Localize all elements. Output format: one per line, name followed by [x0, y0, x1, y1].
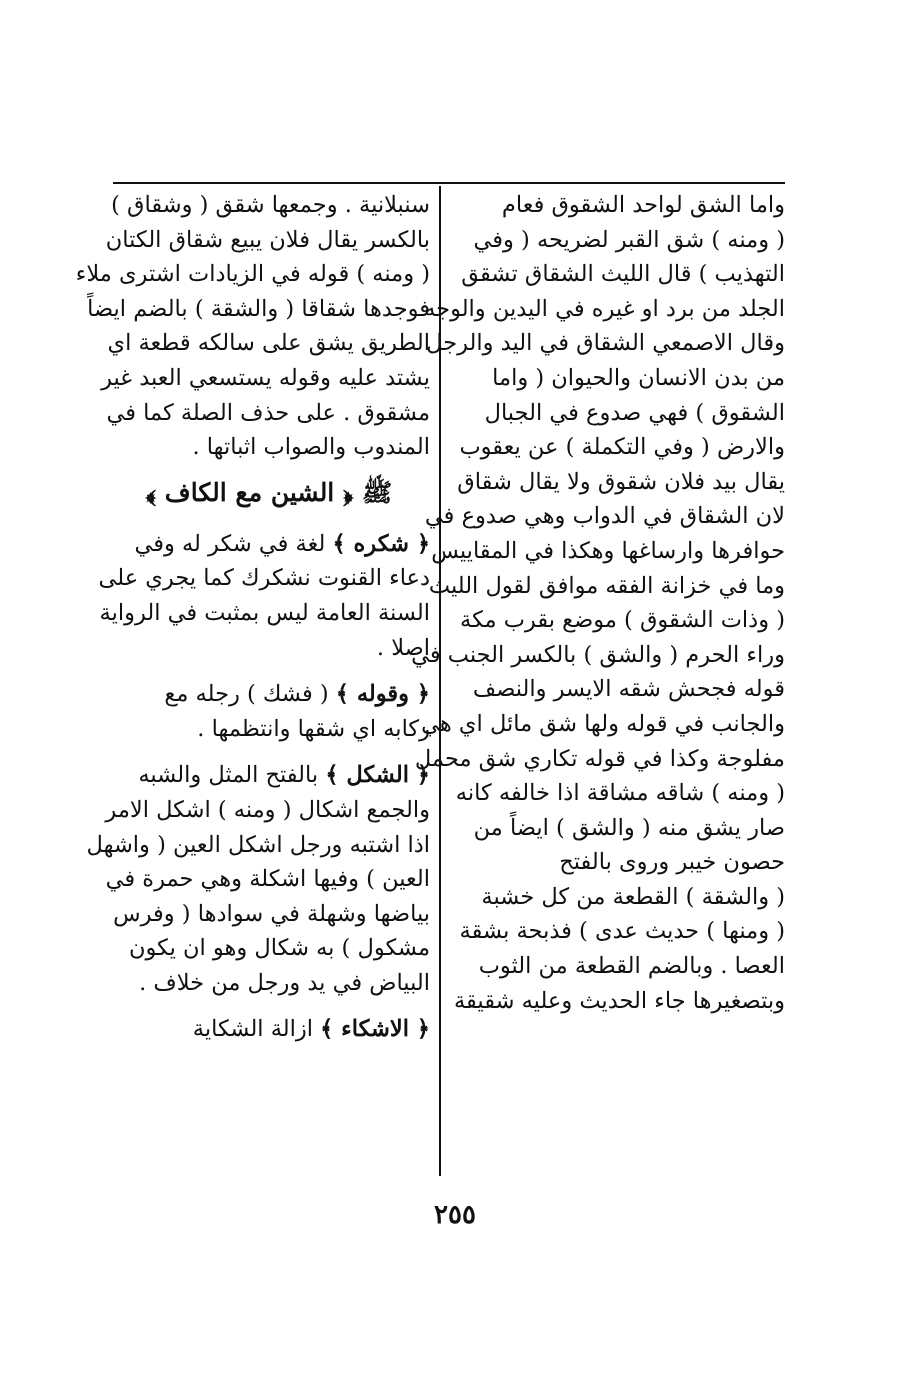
text-line: مشقوق . على حذف الصلة كما في [106, 399, 430, 426]
left-entries [86, 527, 430, 1047]
text-line: وراء الحرم ( والشق ) بالكسر الجنب في [411, 641, 785, 668]
entry-text: ( فشك ) رجله مع [164, 681, 336, 708]
text-line: ( والشقة ) القطعة من كل خشبة [481, 883, 785, 910]
text-line: اصلا . [376, 634, 430, 661]
entry-spacer [108, 746, 430, 758]
text-line: ( ومنه ) قوله في الزيادات اشترى ملاء [75, 261, 430, 288]
text-line: الشقوق ) فهي صدوع في الجبال [484, 399, 785, 426]
text-line: بياضها وشهلة في سوادها ( وفرس [113, 900, 430, 927]
text-line: بالكسر يقال فلان يبيع شقاق الكتان [105, 226, 430, 253]
text-line: يقال بيد فلان شقوق ولا يقال شقاق [457, 468, 785, 495]
text-line: صار يشق منه ( والشق ) ايضاً من [473, 814, 785, 841]
text-line: واما الشق لواحد الشقوق فعام [501, 192, 785, 218]
text-line: وبتصغيرها جاء الحديث وعليه شقيقة [453, 987, 785, 1014]
entry-first-line [108, 1012, 430, 1047]
entry-first-line [108, 527, 430, 562]
entry-keyword: ﴿ وقوله ﴾ [335, 681, 430, 708]
text-line: المندوب والصواب اثباتها . [192, 434, 430, 461]
top-rule [113, 182, 785, 184]
text-line: يشتد عليه وقوله يستسعي العبد غير [101, 364, 430, 391]
text-line: والجمع اشكال ( ومنه ) اشكل الامر [105, 796, 430, 823]
section-heading: ﷺ ﴿ الشين مع الكاف ﴾ [145, 477, 393, 507]
right-column [411, 188, 785, 1018]
text-line: العين ) وفيها اشكلة وهي حمرة في [105, 866, 430, 893]
text-line: والجانب في قوله ولها شق مائل اي هي [421, 710, 785, 737]
text-line: البياض في يد ورجل من خلاف . [139, 969, 430, 996]
entry-keyword: ﴿ شكره ﴾ [332, 530, 430, 557]
text-line: وقال الاصمعي الشقاق في اليد والرجل [426, 330, 785, 357]
text-line: لان الشقاق في الدواب وهي صدوع في [424, 503, 785, 530]
text-line: ( وذات الشقوق ) موضع بقرب مكة [460, 607, 785, 634]
entry-spacer [108, 1000, 430, 1012]
entry-text: ازالة الشكاية [192, 1016, 321, 1043]
text-line: الطريق يشق على سالكه قطعة اي [107, 330, 430, 357]
text-line: ركابه اي شقها وانتظمها . [197, 715, 430, 742]
text-line: ( ومنه ) شق القبر لضريحه ( وفي [473, 226, 785, 253]
text-line: من بدن الانسان والحيوان ( واما [492, 364, 785, 391]
text-line: مشكول ) به شكال وهو ان يكون [129, 935, 430, 962]
entry-keyword: ﴿ الاشكاء ﴾ [320, 1016, 430, 1043]
left-intro [75, 188, 430, 465]
text-line: قوله فجحش شقه الايسر والنصف [472, 676, 785, 703]
entry-keyword: ﴿ الشكل ﴾ [325, 762, 430, 789]
text-line: التهذيب ) قال الليث الشقاق تشقق [461, 261, 785, 288]
text-line: ( ومنها ) حديث عدى ) فذبحة بشقة [459, 918, 785, 945]
text-line: والارض ( وفي التكملة ) عن يعقوب [459, 434, 785, 461]
text-line: حوافرها وارساغها وهكذا في المقاييس [431, 537, 785, 564]
page-number: ٢٥٥ [434, 1200, 476, 1230]
entry-first-line [108, 677, 430, 712]
text-line: دعاء القنوت نشكرك كما يجري على [98, 565, 430, 592]
text-line: السنة العامة ليس بمثبت في الرواية [99, 599, 430, 626]
entry-text: لغة في شكر له وفي [134, 530, 333, 557]
entry-text: بالفتح المثل والشبه [138, 762, 326, 789]
entry-first-line [108, 758, 430, 793]
text-line: فوجدها شقاقا ( والشقة ) بالضم ايضاً [87, 295, 430, 322]
text-line: اذا اشتبه ورجل اشكل العين ( واشهل [86, 831, 430, 858]
left-column [75, 188, 430, 1047]
text-line: سنبلانية . وجمعها شقق ( وشقاق ) [111, 192, 430, 218]
text-line: حصون خيبر وروى بالفتح [559, 849, 785, 876]
text-line: العصا . وبالضم القطعة من الثوب [478, 953, 785, 980]
text-line: ( ومنه ) شاقه مشاقة اذا خالفه كانه [455, 780, 785, 807]
text-line: الجلد من برد او غيره في اليدين والوجه [424, 295, 785, 322]
text-line: وما في خزانة الفقه موافق لقول الليث [428, 572, 785, 599]
text-line: مفلوجة وكذا في قوله تكاري شق محمل [414, 745, 785, 772]
entry-spacer [108, 665, 430, 677]
